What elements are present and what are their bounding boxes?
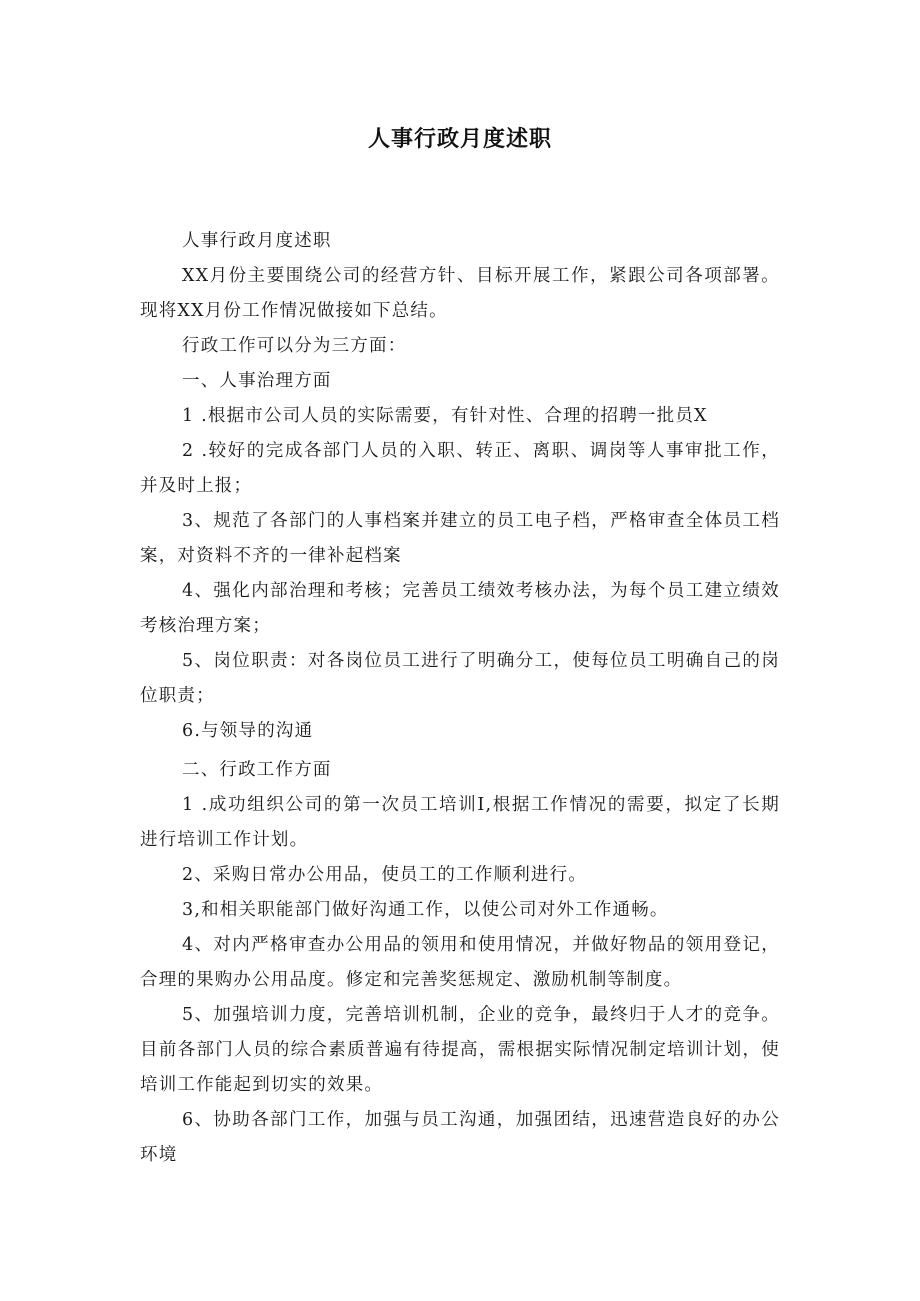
list-item: 5、岗位职责：对各岗位员工进行了明确分工，使每位员工明确自己的岗位职责；	[140, 651, 780, 706]
list-item: 1 .根据市公司人员的实际需要，有针对性、合理的招聘一批员X	[182, 406, 708, 426]
list-item: 2 .较好的完成各部门人员的入职、转正、离职、调岗等人事审批工作，并及时上报；	[140, 441, 780, 496]
paragraph: 行政工作可以分为三方面：	[182, 336, 407, 356]
list-item: 6、协助各部门工作，加强与员工沟通，加强团结，迅速营造良好的办公环境	[140, 1110, 780, 1165]
section-heading: 二、行政工作方面	[182, 760, 332, 780]
list-item: 4、对内严格审查办公用品的领用和使用情况，并做好物品的领用登记，合理的果购办公用品度。修定和完善奖惩规定、激励机制等制度。	[140, 935, 780, 990]
list-item: 5、加强培训力度，完善培训机制，企业的竞争，最终归于人才的竞争。目前各部门人员的综合素质普遍有待提高，需根据实际情况制定培训计划，使培训工作能起到切实的效果。	[140, 1005, 780, 1095]
paragraph: XX月份主要围绕公司的经营方针、目标开展工作，紧跟公司各项部署。现将XX月份工作情况做接如下总结。	[140, 266, 780, 321]
list-item: 1 .成功组织公司的第一次员工培训I,根据工作情况的需要，拟定了长期进行培训工作计划。	[140, 795, 780, 850]
list-item: 2、采购日常办公用品，使员工的工作顺利进行。	[182, 865, 588, 885]
document-title: 人事行政月度述职	[367, 127, 552, 152]
paragraph: 人事行政月度述职	[182, 231, 332, 251]
section-heading: 一、人事治理方面	[182, 371, 332, 391]
list-item: 4、强化内部治理和考核；完善员工绩效考核办法，为每个员工建立绩效考核治理方案；	[140, 581, 780, 636]
list-item: 3、规范了各部门的人事档案并建立的员工电子档，严格审查全体员工档案，对资料不齐的一律补起档案	[140, 511, 780, 566]
list-item: 3,和相关职能部门做好沟通工作，以使公司对外工作通畅。	[182, 900, 669, 920]
document-body	[140, 224, 780, 1173]
list-item: 6.与领导的沟通	[182, 721, 314, 741]
